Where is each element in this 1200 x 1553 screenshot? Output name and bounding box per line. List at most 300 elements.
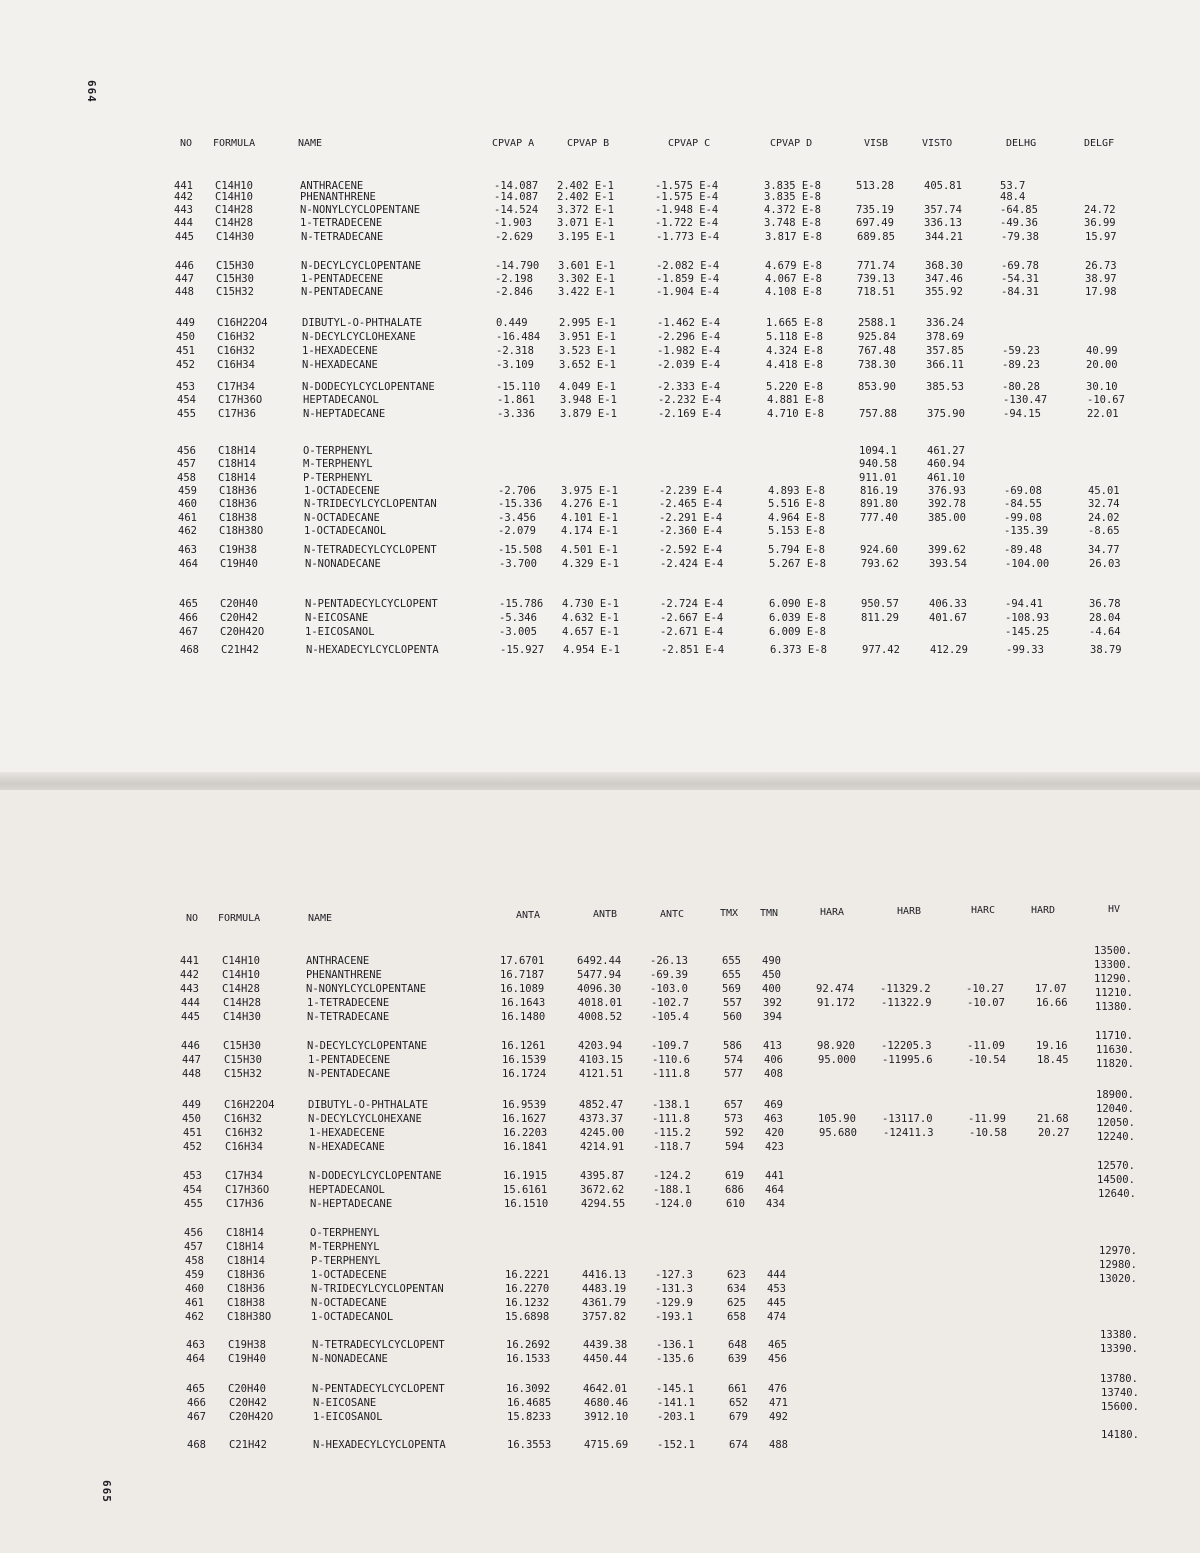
name-cell: DIBUTYL-O-PHTHALATE bbox=[308, 1099, 429, 1111]
cpvap-c-cell: -1.462 E-4 bbox=[657, 317, 721, 329]
visto-cell: 336.24 bbox=[926, 317, 964, 329]
tmx-cell: 623 bbox=[727, 1269, 746, 1281]
header-harc: HARC bbox=[971, 905, 996, 916]
antb-cell: 4715.69 bbox=[584, 1439, 629, 1451]
delhg-cell: -135.39 bbox=[1004, 525, 1049, 537]
row-number: 449 bbox=[176, 317, 195, 329]
antb-cell: 4096.30 bbox=[577, 983, 622, 995]
delgf-cell: -10.67 bbox=[1087, 394, 1125, 406]
antc-cell: -131.3 bbox=[655, 1283, 693, 1295]
row-number: 458 bbox=[185, 1255, 204, 1267]
visto-cell: 378.69 bbox=[926, 331, 964, 343]
tmn-cell: 471 bbox=[769, 1397, 788, 1409]
antc-cell: -118.7 bbox=[653, 1141, 691, 1153]
formula-cell: C18H38 bbox=[219, 512, 257, 524]
name-cell: N-TETRADECYLCYCLOPENT bbox=[312, 1339, 445, 1351]
visto-cell: 399.62 bbox=[928, 544, 966, 556]
harb-cell: -13117.0 bbox=[882, 1113, 933, 1125]
cpvap-c-cell: -2.291 E-4 bbox=[659, 512, 723, 524]
formula-cell: C20H42O bbox=[220, 626, 265, 638]
formula-cell: C18H14 bbox=[226, 1241, 264, 1253]
table-row bbox=[0, 1240, 1200, 1254]
cpvap-c-cell: -2.333 E-4 bbox=[657, 381, 721, 393]
cpvap-c-cell: -2.851 E-4 bbox=[661, 644, 725, 656]
antc-cell: -193.1 bbox=[655, 1311, 693, 1323]
cpvap-b-cell: 4.657 E-1 bbox=[562, 626, 619, 638]
formula-cell: C18H14 bbox=[226, 1227, 264, 1239]
formula-cell: C15H30 bbox=[224, 1054, 262, 1066]
hard-cell: 18.45 bbox=[1037, 1054, 1069, 1066]
row-number: 448 bbox=[182, 1068, 201, 1080]
row-number: 460 bbox=[178, 498, 197, 510]
cpvap-b-cell: 3.302 E-1 bbox=[558, 273, 615, 285]
cpvap-d-cell: 5.153 E-8 bbox=[768, 525, 825, 537]
antc-cell: -127.3 bbox=[655, 1269, 693, 1281]
cpvap-b-cell: 3.975 E-1 bbox=[561, 485, 618, 497]
hard-cell: 21.68 bbox=[1037, 1113, 1069, 1125]
delhg-cell: -64.85 bbox=[1000, 204, 1038, 216]
name-cell: PHENANTHRENE bbox=[300, 191, 376, 203]
delhg-cell: -99.08 bbox=[1004, 512, 1042, 524]
cpvap-d-cell: 6.039 E-8 bbox=[769, 612, 826, 624]
row-number: 443 bbox=[174, 204, 193, 216]
row-number: 442 bbox=[174, 191, 193, 203]
cpvap-c-cell: -2.671 E-4 bbox=[660, 626, 724, 638]
table-row bbox=[0, 1296, 1200, 1310]
tmx-cell: 634 bbox=[727, 1283, 746, 1295]
delhg-cell: -59.23 bbox=[1002, 345, 1040, 357]
delgf-cell: 36.99 bbox=[1084, 217, 1116, 229]
cpvap-a-cell: -15.786 bbox=[499, 598, 544, 610]
formula-cell: C16H32 bbox=[217, 345, 255, 357]
name-cell: 1-OCTADECENE bbox=[311, 1269, 387, 1281]
antc-cell: -145.1 bbox=[656, 1383, 694, 1395]
delhg-cell: -94.41 bbox=[1005, 598, 1043, 610]
cpvap-c-cell: -2.232 E-4 bbox=[658, 394, 722, 406]
name-cell: 1-TETRADECENE bbox=[300, 217, 383, 229]
harb-cell: -12205.3 bbox=[881, 1040, 932, 1052]
cpvap-d-cell: 4.679 E-8 bbox=[765, 260, 822, 272]
table-row bbox=[0, 484, 1200, 498]
visto-cell: 461.10 bbox=[927, 472, 965, 484]
formula-cell: C14H10 bbox=[222, 969, 260, 981]
anta-cell: 16.1643 bbox=[501, 997, 546, 1009]
tmn-cell: 456 bbox=[768, 1353, 787, 1365]
hv-cell: 13500. bbox=[1094, 945, 1132, 957]
cpvap-a-cell: -3.456 bbox=[498, 512, 536, 524]
delhg-cell: 53.7 bbox=[1000, 180, 1026, 192]
name-cell: N-EICOSANE bbox=[305, 612, 369, 624]
name-cell: N-OCTADECANE bbox=[304, 512, 380, 524]
hv-cell: 12040. bbox=[1096, 1103, 1134, 1115]
cpvap-a-cell: -2.629 bbox=[495, 231, 533, 243]
tmx-cell: 648 bbox=[728, 1339, 747, 1351]
delgf-cell: 24.02 bbox=[1088, 512, 1120, 524]
anta-cell: 16.9539 bbox=[502, 1099, 547, 1111]
table-row bbox=[0, 471, 1200, 485]
visto-cell: 412.29 bbox=[930, 644, 968, 656]
visb-cell: 777.40 bbox=[860, 512, 898, 524]
header-cpvap-c: CPVAP C bbox=[668, 138, 711, 149]
hv-cell: 13740. bbox=[1101, 1387, 1139, 1399]
row-number: 460 bbox=[185, 1283, 204, 1295]
tmn-cell: 394 bbox=[763, 1011, 782, 1023]
formula-cell: C15H30 bbox=[216, 260, 254, 272]
visb-cell: 853.90 bbox=[858, 381, 896, 393]
formula-cell: C19H40 bbox=[220, 558, 258, 570]
cpvap-c-cell: -1.859 E-4 bbox=[656, 273, 720, 285]
tmn-cell: 423 bbox=[765, 1141, 784, 1153]
name-cell: N-HEXADECANE bbox=[302, 359, 378, 371]
cpvap-c-cell: -1.773 E-4 bbox=[656, 231, 720, 243]
name-cell: 1-PENTADECENE bbox=[301, 273, 384, 285]
delhg-cell: -89.48 bbox=[1004, 544, 1042, 556]
tmx-cell: 560 bbox=[723, 1011, 742, 1023]
antb-cell: 4450.44 bbox=[583, 1353, 628, 1365]
row-number: 466 bbox=[187, 1397, 206, 1409]
visto-cell: 385.53 bbox=[926, 381, 964, 393]
cpvap-c-cell: -2.724 E-4 bbox=[660, 598, 724, 610]
tmx-cell: 619 bbox=[725, 1170, 744, 1182]
cpvap-b-cell: 4.730 E-1 bbox=[562, 598, 619, 610]
antc-cell: -115.2 bbox=[653, 1127, 691, 1139]
cpvap-b-cell: 3.195 E-1 bbox=[558, 231, 615, 243]
delgf-cell: -8.65 bbox=[1088, 525, 1120, 537]
name-cell: N-NONADECANE bbox=[312, 1353, 388, 1365]
anta-cell: 16.2203 bbox=[503, 1127, 548, 1139]
cpvap-c-cell: -2.424 E-4 bbox=[660, 558, 724, 570]
delgf-cell: 20.00 bbox=[1086, 359, 1118, 371]
row-number: 455 bbox=[177, 408, 196, 420]
delhg-cell: -54.31 bbox=[1001, 273, 1039, 285]
formula-cell: C15H32 bbox=[224, 1068, 262, 1080]
table-row bbox=[0, 444, 1200, 458]
delhg-cell: -84.31 bbox=[1001, 286, 1039, 298]
delhg-cell: -104.00 bbox=[1005, 558, 1050, 570]
row-number: 455 bbox=[184, 1198, 203, 1210]
cpvap-a-cell: -1.903 bbox=[494, 217, 532, 229]
visto-cell: 357.74 bbox=[924, 204, 962, 216]
name-cell: N-NONADECANE bbox=[305, 558, 381, 570]
row-number: 442 bbox=[180, 969, 199, 981]
name-cell: DIBUTYL-O-PHTHALATE bbox=[302, 317, 423, 329]
anta-cell: 16.1724 bbox=[502, 1068, 547, 1080]
antc-cell: -188.1 bbox=[653, 1184, 691, 1196]
anta-cell: 16.1480 bbox=[501, 1011, 546, 1023]
visb-cell: 793.62 bbox=[861, 558, 899, 570]
tmn-cell: 444 bbox=[767, 1269, 786, 1281]
delgf-cell: 26.73 bbox=[1085, 260, 1117, 272]
anta-cell: 16.1627 bbox=[502, 1113, 547, 1125]
name-cell: 1-OCTADECANOL bbox=[304, 525, 387, 537]
delgf-cell: 45.01 bbox=[1088, 485, 1120, 497]
table-row bbox=[0, 497, 1200, 511]
anta-cell: 16.1510 bbox=[504, 1198, 549, 1210]
name-cell: ANTHRACENE bbox=[306, 955, 370, 967]
cpvap-c-cell: -1.722 E-4 bbox=[655, 217, 719, 229]
formula-cell: C18H38O bbox=[227, 1311, 272, 1323]
header-cpvap-a: CPVAP A bbox=[492, 138, 535, 149]
formula-cell: C18H36 bbox=[219, 485, 257, 497]
visb-cell: 940.58 bbox=[859, 458, 897, 470]
visb-cell: 735.19 bbox=[856, 204, 894, 216]
table-row bbox=[0, 407, 1200, 421]
row-number: 451 bbox=[176, 345, 195, 357]
header-harb: HARB bbox=[897, 906, 922, 917]
cpvap-a-cell: 0.449 bbox=[496, 317, 528, 329]
table-row bbox=[0, 344, 1200, 358]
delgf-cell: 34.77 bbox=[1088, 544, 1120, 556]
tmx-cell: 674 bbox=[729, 1439, 748, 1451]
antb-cell: 4203.94 bbox=[578, 1040, 623, 1052]
hv-cell: 12970. bbox=[1099, 1245, 1137, 1257]
header-no: NO bbox=[186, 913, 199, 924]
header-cpvap-d: CPVAP D bbox=[770, 138, 813, 149]
cpvap-d-cell: 5.118 E-8 bbox=[766, 331, 823, 343]
visb-cell: 891.80 bbox=[860, 498, 898, 510]
delhg-cell: -69.08 bbox=[1004, 485, 1042, 497]
anta-cell: 16.1261 bbox=[501, 1040, 546, 1052]
delhg-cell: -145.25 bbox=[1005, 626, 1050, 638]
formula-cell: C18H14 bbox=[218, 472, 256, 484]
cpvap-a-cell: -15.336 bbox=[498, 498, 543, 510]
antc-cell: -129.9 bbox=[655, 1297, 693, 1309]
hard-cell: 20.27 bbox=[1038, 1127, 1070, 1139]
name-cell: M-TERPHENYL bbox=[303, 458, 373, 470]
name-cell: N-TETRADECANE bbox=[307, 1011, 390, 1023]
cpvap-b-cell: 2.995 E-1 bbox=[559, 317, 616, 329]
hv-cell: 13390. bbox=[1100, 1343, 1138, 1355]
harb-cell: -11322.9 bbox=[881, 997, 932, 1009]
cpvap-c-cell: -2.082 E-4 bbox=[656, 260, 720, 272]
cpvap-a-cell: -15.110 bbox=[496, 381, 541, 393]
cpvap-a-cell: -2.318 bbox=[496, 345, 534, 357]
formula-cell: C16H32 bbox=[225, 1127, 263, 1139]
formula-cell: C18H36 bbox=[227, 1283, 265, 1295]
antb-cell: 4121.51 bbox=[579, 1068, 624, 1080]
table-row bbox=[0, 316, 1200, 330]
visb-cell: 811.29 bbox=[861, 612, 899, 624]
row-number: 467 bbox=[187, 1411, 206, 1423]
hara-cell: 95.680 bbox=[819, 1127, 857, 1139]
cpvap-d-cell: 4.067 E-8 bbox=[765, 273, 822, 285]
formula-cell: C17H36O bbox=[225, 1184, 270, 1196]
row-number: 458 bbox=[177, 472, 196, 484]
cpvap-c-cell: -2.592 E-4 bbox=[659, 544, 723, 556]
row-number: 446 bbox=[181, 1040, 200, 1052]
cpvap-c-cell: -2.169 E-4 bbox=[658, 408, 722, 420]
hv-cell: 11210. bbox=[1095, 987, 1133, 999]
header-antb: ANTB bbox=[593, 909, 618, 920]
row-number: 445 bbox=[175, 231, 194, 243]
antb-cell: 4008.52 bbox=[578, 1011, 623, 1023]
tmx-cell: 594 bbox=[725, 1141, 744, 1153]
anta-cell: 16.2221 bbox=[505, 1269, 550, 1281]
visb-cell: 757.88 bbox=[859, 408, 897, 420]
cpvap-d-cell: 4.881 E-8 bbox=[767, 394, 824, 406]
row-number: 456 bbox=[177, 445, 196, 457]
hara-cell: 98.920 bbox=[817, 1040, 855, 1052]
table-row bbox=[0, 643, 1200, 657]
visto-cell: 357.85 bbox=[926, 345, 964, 357]
antc-cell: -135.6 bbox=[656, 1353, 694, 1365]
delhg-cell: -80.28 bbox=[1002, 381, 1040, 393]
row-number: 454 bbox=[183, 1184, 202, 1196]
tmn-cell: 490 bbox=[762, 955, 781, 967]
antc-cell: -124.0 bbox=[654, 1198, 692, 1210]
cpvap-a-cell: -2.079 bbox=[498, 525, 536, 537]
row-number: 447 bbox=[182, 1054, 201, 1066]
antc-cell: -109.7 bbox=[651, 1040, 689, 1052]
row-number: 462 bbox=[178, 525, 197, 537]
table-row bbox=[0, 543, 1200, 557]
tmx-cell: 661 bbox=[728, 1383, 747, 1395]
visb-cell: 718.51 bbox=[857, 286, 895, 298]
cpvap-a-cell: -14.790 bbox=[495, 260, 540, 272]
tmn-cell: 488 bbox=[769, 1439, 788, 1451]
cpvap-d-cell: 5.516 E-8 bbox=[768, 498, 825, 510]
name-cell: N-HEXADECANE bbox=[309, 1141, 385, 1153]
visto-cell: 355.92 bbox=[925, 286, 963, 298]
formula-cell: C14H28 bbox=[222, 983, 260, 995]
tmn-cell: 450 bbox=[762, 969, 781, 981]
harc-cell: -10.54 bbox=[968, 1054, 1006, 1066]
visto-cell: 368.30 bbox=[925, 260, 963, 272]
antc-cell: -111.8 bbox=[652, 1068, 690, 1080]
delgf-cell: 24.72 bbox=[1084, 204, 1116, 216]
row-number: 443 bbox=[180, 983, 199, 995]
formula-cell: C19H38 bbox=[228, 1339, 266, 1351]
header-cpvap-b: CPVAP B bbox=[567, 138, 610, 149]
formula-cell: C19H38 bbox=[219, 544, 257, 556]
header-name: NAME bbox=[298, 138, 323, 149]
row-number: 463 bbox=[178, 544, 197, 556]
cpvap-b-cell: 4.632 E-1 bbox=[562, 612, 619, 624]
cpvap-b-cell: 3.523 E-1 bbox=[559, 345, 616, 357]
antc-cell: -111.8 bbox=[652, 1113, 690, 1125]
cpvap-b-cell: 4.329 E-1 bbox=[562, 558, 619, 570]
anta-cell: 16.7187 bbox=[500, 969, 545, 981]
row-number: 444 bbox=[174, 217, 193, 229]
formula-cell: C14H10 bbox=[215, 180, 253, 192]
visb-cell: 950.57 bbox=[861, 598, 899, 610]
formula-cell: C14H28 bbox=[215, 217, 253, 229]
row-number: 457 bbox=[177, 458, 196, 470]
tmn-cell: 434 bbox=[766, 1198, 785, 1210]
tmn-cell: 476 bbox=[768, 1383, 787, 1395]
hara-cell: 91.172 bbox=[817, 997, 855, 1009]
tmx-cell: 625 bbox=[727, 1297, 746, 1309]
visto-cell: 405.81 bbox=[924, 180, 962, 192]
delgf-cell: 36.78 bbox=[1089, 598, 1121, 610]
row-number: 453 bbox=[176, 381, 195, 393]
harc-cell: -11.99 bbox=[968, 1113, 1006, 1125]
cpvap-d-cell: 4.372 E-8 bbox=[764, 204, 821, 216]
name-cell: N-NONYLCYCLOPENTANE bbox=[300, 204, 421, 216]
row-number: 456 bbox=[184, 1227, 203, 1239]
cpvap-b-cell: 4.049 E-1 bbox=[559, 381, 616, 393]
harb-cell: -12411.3 bbox=[883, 1127, 934, 1139]
cpvap-d-cell: 6.009 E-8 bbox=[769, 626, 826, 638]
tmn-cell: 406 bbox=[764, 1054, 783, 1066]
anta-cell: 16.3092 bbox=[506, 1383, 551, 1395]
visb-cell: 739.13 bbox=[857, 273, 895, 285]
header-delhg: DELHG bbox=[1006, 138, 1037, 149]
formula-cell: C17H36O bbox=[218, 394, 263, 406]
row-number: 467 bbox=[179, 626, 198, 638]
visb-cell: 767.48 bbox=[858, 345, 896, 357]
row-number: 466 bbox=[179, 612, 198, 624]
table-row bbox=[0, 1160, 1200, 1183]
delhg-cell: -130.47 bbox=[1003, 394, 1048, 406]
antc-cell: -110.6 bbox=[652, 1054, 690, 1066]
cpvap-a-cell: -2.706 bbox=[498, 485, 536, 497]
row-number: 461 bbox=[178, 512, 197, 524]
antb-cell: 4103.15 bbox=[579, 1054, 624, 1066]
row-number: 452 bbox=[176, 359, 195, 371]
name-cell: N-TETRADECANE bbox=[301, 231, 384, 243]
anta-cell: 17.6701 bbox=[500, 955, 545, 967]
lower-page bbox=[0, 790, 1200, 1553]
name-cell: N-PENTADECANE bbox=[308, 1068, 391, 1080]
antb-cell: 4680.46 bbox=[584, 1397, 629, 1409]
visb-cell: 738.30 bbox=[858, 359, 896, 371]
header-anta: ANTA bbox=[516, 910, 541, 921]
hv-cell: 12050. bbox=[1097, 1117, 1135, 1129]
delgf-cell: 40.99 bbox=[1086, 345, 1118, 357]
lower-table-header bbox=[0, 904, 1200, 926]
visto-cell: 460.94 bbox=[927, 458, 965, 470]
tmn-cell: 474 bbox=[767, 1311, 786, 1323]
formula-cell: C15H30 bbox=[216, 273, 254, 285]
delgf-cell: 38.97 bbox=[1085, 273, 1117, 285]
tmx-cell: 573 bbox=[724, 1113, 743, 1125]
cpvap-a-cell: -2.198 bbox=[495, 273, 533, 285]
row-number: 449 bbox=[182, 1099, 201, 1111]
row-number: 441 bbox=[180, 955, 199, 967]
name-cell: N-HEXADECYLCYCLOPENTA bbox=[306, 644, 439, 656]
table-row bbox=[0, 216, 1200, 230]
row-number: 457 bbox=[184, 1241, 203, 1253]
name-cell: N-DECYLCYCLOHEXANE bbox=[302, 331, 416, 343]
tmn-cell: 413 bbox=[763, 1040, 782, 1052]
delhg-cell: -89.23 bbox=[1002, 359, 1040, 371]
name-cell: N-TRIDECYLCYCLOPENTAN bbox=[304, 498, 437, 510]
antb-cell: 3672.62 bbox=[580, 1184, 625, 1196]
cpvap-d-cell: 4.893 E-8 bbox=[768, 485, 825, 497]
table-row bbox=[0, 511, 1200, 525]
table-row bbox=[0, 611, 1200, 625]
cpvap-d-cell: 5.267 E-8 bbox=[769, 558, 826, 570]
name-cell: N-TRIDECYLCYCLOPENTAN bbox=[311, 1283, 444, 1295]
antb-cell: 4439.38 bbox=[583, 1339, 628, 1351]
antc-cell: -103.0 bbox=[650, 983, 688, 995]
table-row bbox=[0, 272, 1200, 286]
row-number: 445 bbox=[181, 1011, 200, 1023]
formula-cell: C14H10 bbox=[222, 955, 260, 967]
table-row bbox=[0, 1429, 1200, 1452]
table-row bbox=[0, 190, 1200, 204]
delhg-cell: 48.4 bbox=[1000, 191, 1026, 203]
row-number: 454 bbox=[177, 394, 196, 406]
antc-cell: -141.1 bbox=[657, 1397, 695, 1409]
cpvap-b-cell: 3.071 E-1 bbox=[557, 217, 614, 229]
formula-cell: C17H34 bbox=[217, 381, 255, 393]
visb-cell: 977.42 bbox=[862, 644, 900, 656]
cpvap-c-cell: -1.948 E-4 bbox=[655, 204, 719, 216]
visto-cell: 344.21 bbox=[925, 231, 963, 243]
page-number-bottom: 665 bbox=[100, 1480, 113, 1503]
